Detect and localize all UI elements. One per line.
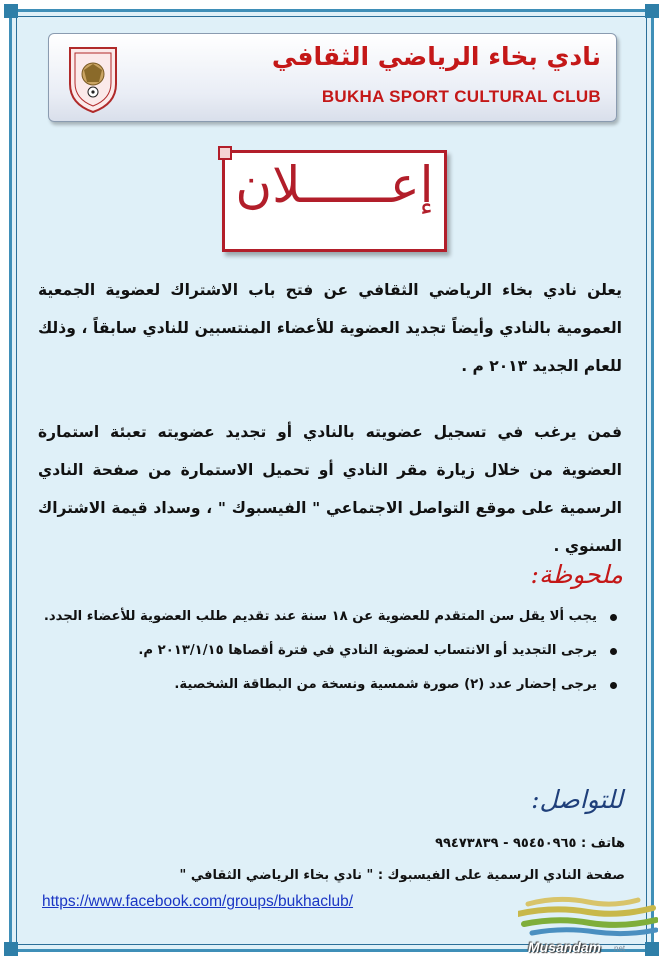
- frame-corner-top-left: [4, 4, 18, 18]
- club-name-english: BUKHA SPORT CULTURAL CLUB: [321, 87, 601, 106]
- list-item: [41, 600, 621, 634]
- phone-numbers: هاتف : ٩٥٤٥٠٩٦٥ - ٩٩٤٧٣٨٣٩: [435, 836, 625, 851]
- note-list: [41, 600, 621, 702]
- club-name-arabic: نادي بخاء الرياضي الثقافي: [271, 42, 601, 71]
- note-item-text: يرجى التجديد أو الانتساب لعضوية النادي في فترة أقصاها ٢٠١٣/١/١٥ م.: [138, 643, 597, 658]
- frame-corner-bottom-left: [4, 942, 18, 956]
- announcement-title: إعــــــلان: [235, 156, 434, 214]
- watermark-suffix: net: [614, 944, 626, 953]
- bullet-icon: [610, 682, 617, 689]
- list-item: [41, 634, 621, 668]
- facebook-label: صفحة النادي الرسمية على الفيسبوك : " نادي بخاء الرياضي الثقافي ": [179, 868, 625, 883]
- club-logo-icon: [66, 44, 120, 114]
- note-heading: ملحوظة:: [530, 560, 623, 589]
- watermark-text: Musandam: [528, 939, 602, 955]
- bullet-icon: [610, 614, 617, 621]
- note-item-text: يرجى إحضار عدد (٢) صورة شمسية ونسخة من البطاقة الشخصية.: [174, 677, 597, 692]
- list-item: [41, 668, 621, 702]
- bullet-icon: [610, 648, 617, 655]
- facebook-link[interactable]: https://www.facebook.com/groups/bukhaclub/: [42, 893, 354, 910]
- announcement-paragraph-2: فمن يرغب في تسجيل عضويته بالنادي أو تجديد عضويته تعبئة استمارة العضوية من خلال زيارة مقر النادي أو تحميل الاستمارة من صفحة النادي الرسمية على موقع التواصل الاجتماعي " الفيسبوك " ، وسداد قيمة الاشتراك السنوي .: [38, 423, 622, 555]
- contact-heading: للتواصل:: [531, 785, 623, 814]
- announcement-paragraph-1: يعلن نادي بخاء الرياضي الثقافي عن فتح باب الاشتراك لعضوية الجمعية العمومية بالنادي وأيضاً تجديد العضوية للأعضاء المنتسبين للنادي سابقاً ، وذلك للعام الجديد ٢٠١٣ م .: [38, 281, 622, 375]
- frame-corner-top-right: [645, 4, 659, 18]
- note-item-text: يجب ألا يقل سن المتقدم للعضوية عن ١٨ سنة عند تقديم طلب العضوية للأعضاء الجدد.: [43, 609, 597, 624]
